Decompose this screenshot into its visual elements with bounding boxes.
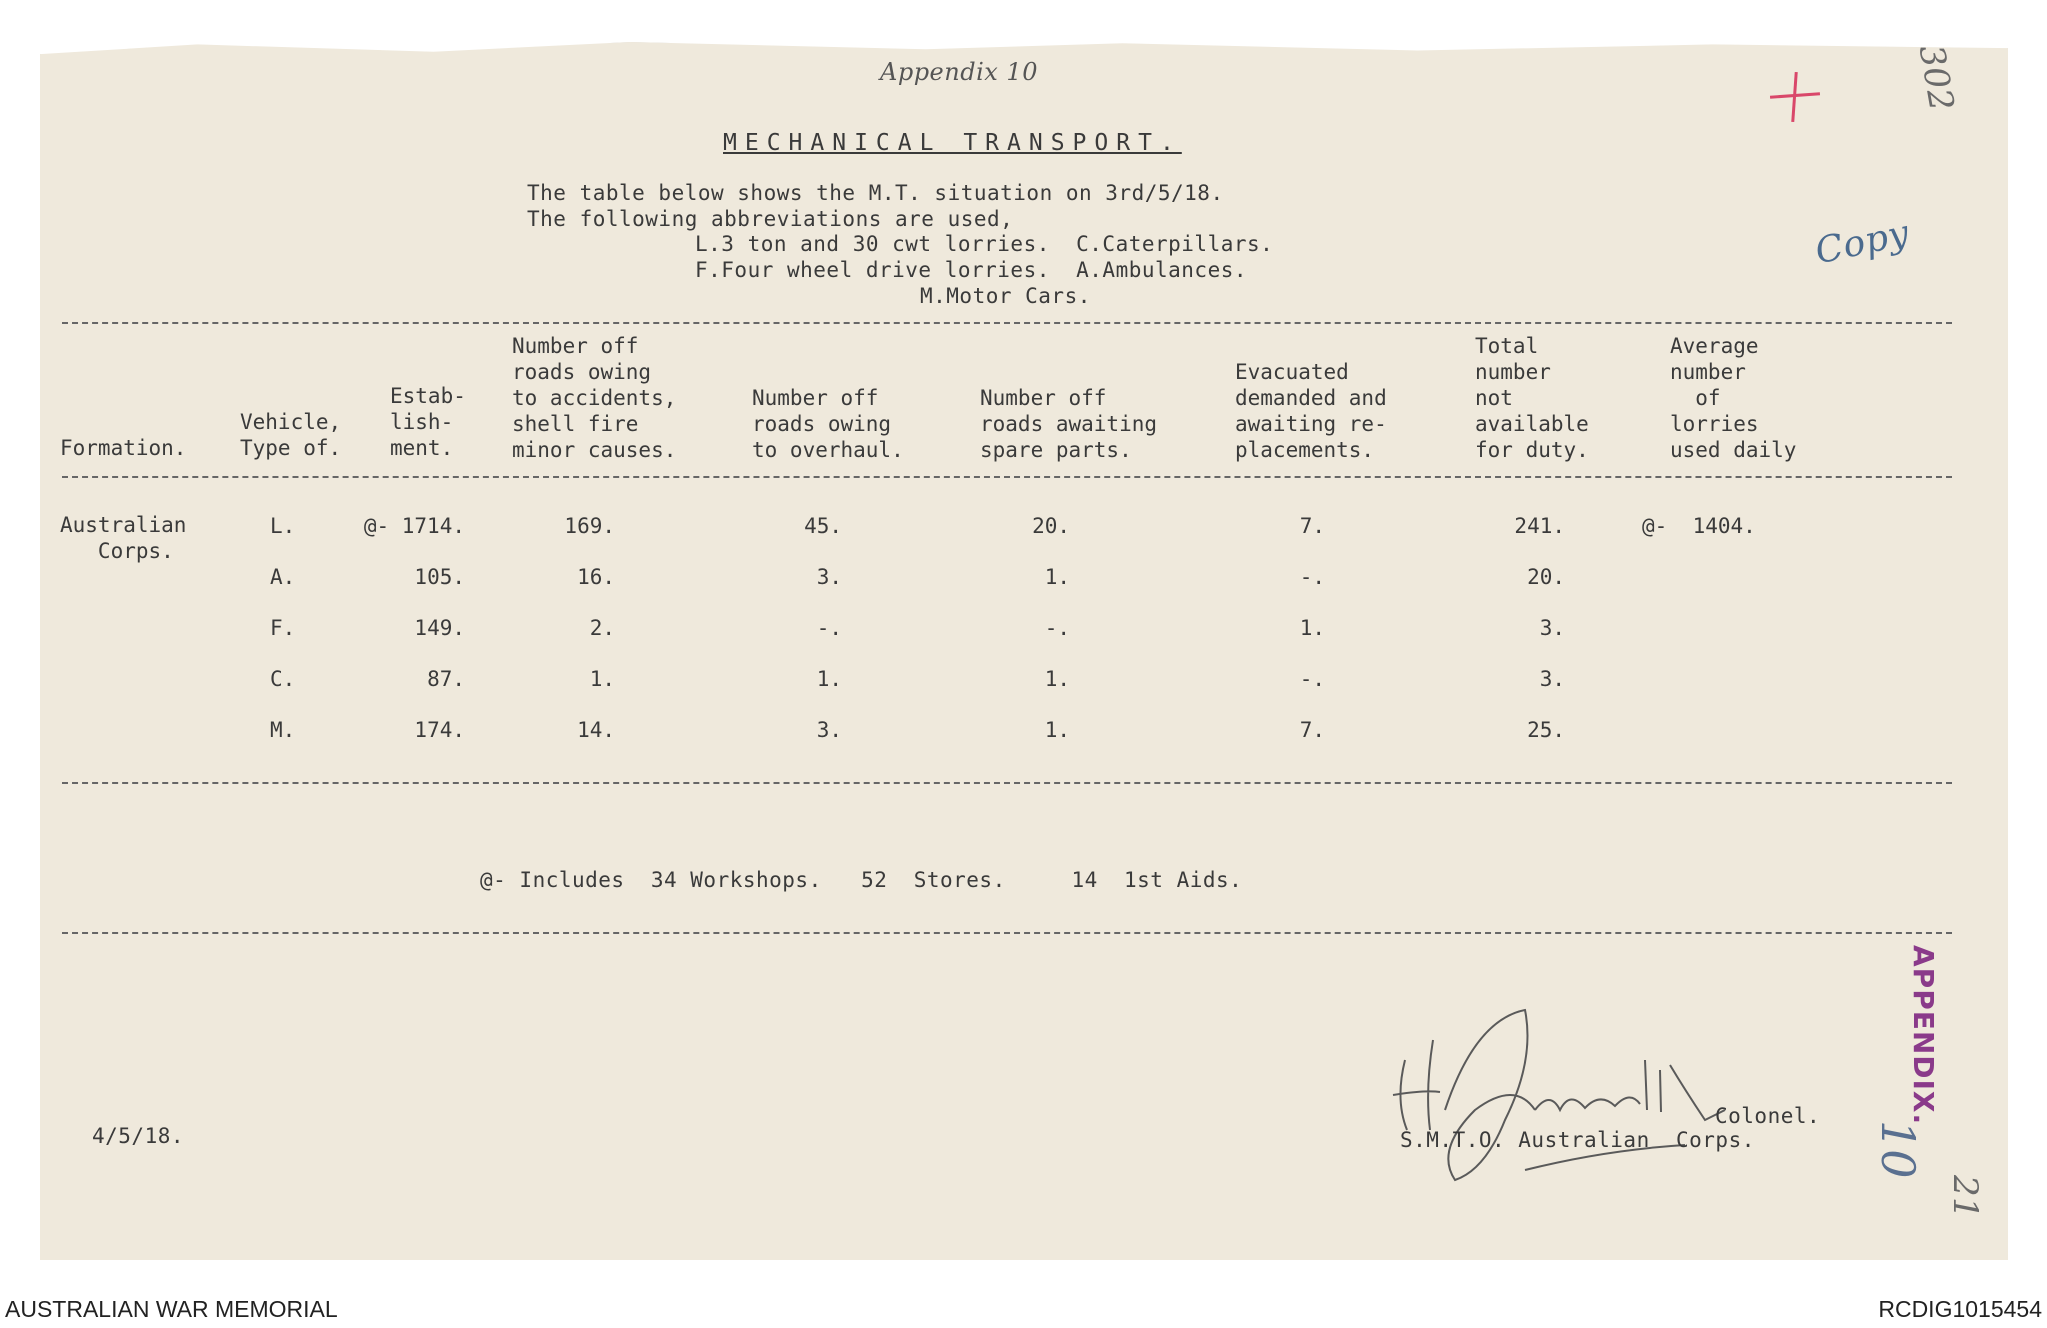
cell-off-road-spare-parts: 1. <box>1044 565 1070 589</box>
appendix-stamp-number: 10 <box>1871 1120 1925 1179</box>
footnote: @- Includes 34 Workshops. 52 Stores. 14 1st Aids. <box>480 868 1243 892</box>
top-rule <box>62 322 1952 324</box>
cell-establishment: @- 1714. <box>363 514 465 538</box>
header-formation: Formation. <box>60 436 187 460</box>
cell-off-road-overhaul: 3. <box>816 565 842 589</box>
cell-total-not-available: 3. <box>1539 616 1565 640</box>
cell-total-not-available: 20. <box>1527 565 1565 589</box>
abbreviation-line-3: M.Motor Cars. <box>920 284 1091 308</box>
handwritten-signature <box>1385 1000 1745 1200</box>
cell-off-road-overhaul: 1. <box>816 667 842 691</box>
cell-total-not-available: 25. <box>1527 718 1565 742</box>
cell-off-road-accidents: 1. <box>589 667 615 691</box>
abbreviation-line-2: F.Four wheel drive lorries. A.Ambulances. <box>695 258 1248 282</box>
abbreviation-line-1: L.3 ton and 30 cwt lorries. C.Caterpillars. <box>695 232 1274 256</box>
formation-name: Australian Corps. <box>60 513 187 563</box>
cell-off-road-spare-parts: -. <box>1044 616 1070 640</box>
cell-off-road-accidents: 169. <box>564 514 615 538</box>
cell-evacuated: -. <box>1299 565 1325 589</box>
header-overhaul: Number off roads owing to overhaul. <box>752 386 904 462</box>
side-page-number: 21 <box>1945 1175 1985 1220</box>
cell-establishment: 174. <box>414 718 465 742</box>
bottom-rule <box>62 782 1952 784</box>
signature-title: S.M.T.O. Australian Corps. <box>1400 1128 1755 1152</box>
cell-evacuated: 1. <box>1299 616 1325 640</box>
cell-off-road-spare-parts: 1. <box>1044 718 1070 742</box>
header-rule <box>62 476 1952 478</box>
copy-mark: Copy <box>1811 212 1913 273</box>
footer-institution: AUSTRALIAN WAR MEMORIAL <box>5 1296 338 1322</box>
header-vehicle-type: Vehicle, Type of. <box>240 410 342 460</box>
cell-establishment: 149. <box>414 616 465 640</box>
cell-off-road-spare-parts: 1. <box>1044 667 1070 691</box>
header-accidents: Number off roads owing to accidents, shell fire minor causes. <box>512 334 677 462</box>
header-establishment: Estab- lish- ment. <box>390 384 466 460</box>
red-cross-mark <box>1770 72 1820 122</box>
cell-off-road-overhaul: 45. <box>804 514 842 538</box>
intro-line-1: The table below shows the M.T. situation on 3rd/5/18. <box>527 181 1224 205</box>
cell-total-not-available: 3. <box>1539 667 1565 691</box>
handwritten-appendix-note: Appendix 10 <box>880 58 1038 86</box>
cell-establishment: 105. <box>414 565 465 589</box>
footer-record-id: RCDIG1015454 <box>1878 1296 2042 1322</box>
header-evacuated: Evacuated demanded and awaiting re- placements. <box>1235 360 1387 462</box>
cell-off-road-accidents: 14. <box>577 718 615 742</box>
cell-evacuated: -. <box>1299 667 1325 691</box>
cell-off-road-overhaul: 3. <box>816 718 842 742</box>
cell-vehicle-type: F. <box>270 616 296 640</box>
cell-off-road-overhaul: -. <box>816 616 842 640</box>
cell-evacuated: 7. <box>1299 514 1325 538</box>
document-title: MECHANICAL TRANSPORT. <box>723 130 1182 156</box>
cell-vehicle-type: L. <box>270 514 296 538</box>
header-average-daily: Average number of lorries used daily <box>1670 334 1797 462</box>
signature-rank: Colonel. <box>1715 1104 1821 1128</box>
cell-vehicle-type: M. <box>270 718 296 742</box>
cell-off-road-spare-parts: 20. <box>1032 514 1070 538</box>
intro-line-2: The following abbreviations are used, <box>527 207 1014 231</box>
cell-average-daily: @- 1404. <box>1642 514 1756 538</box>
footnote-rule <box>62 932 1952 934</box>
header-total-not-available: Total number not available for duty. <box>1475 334 1589 462</box>
cell-off-road-accidents: 2. <box>589 616 615 640</box>
appendix-stamp: APPENDIX. <box>1907 945 1940 1126</box>
cell-off-road-accidents: 16. <box>577 565 615 589</box>
cell-vehicle-type: C. <box>270 667 296 691</box>
cell-establishment: 87. <box>427 667 465 691</box>
cell-evacuated: 7. <box>1299 718 1325 742</box>
document-date: 4/5/18. <box>92 1124 185 1148</box>
page-number: 302 <box>1910 42 1962 115</box>
header-spare-parts: Number off roads awaiting spare parts. <box>980 386 1158 462</box>
cell-total-not-available: 241. <box>1514 514 1565 538</box>
cell-vehicle-type: A. <box>270 565 296 589</box>
